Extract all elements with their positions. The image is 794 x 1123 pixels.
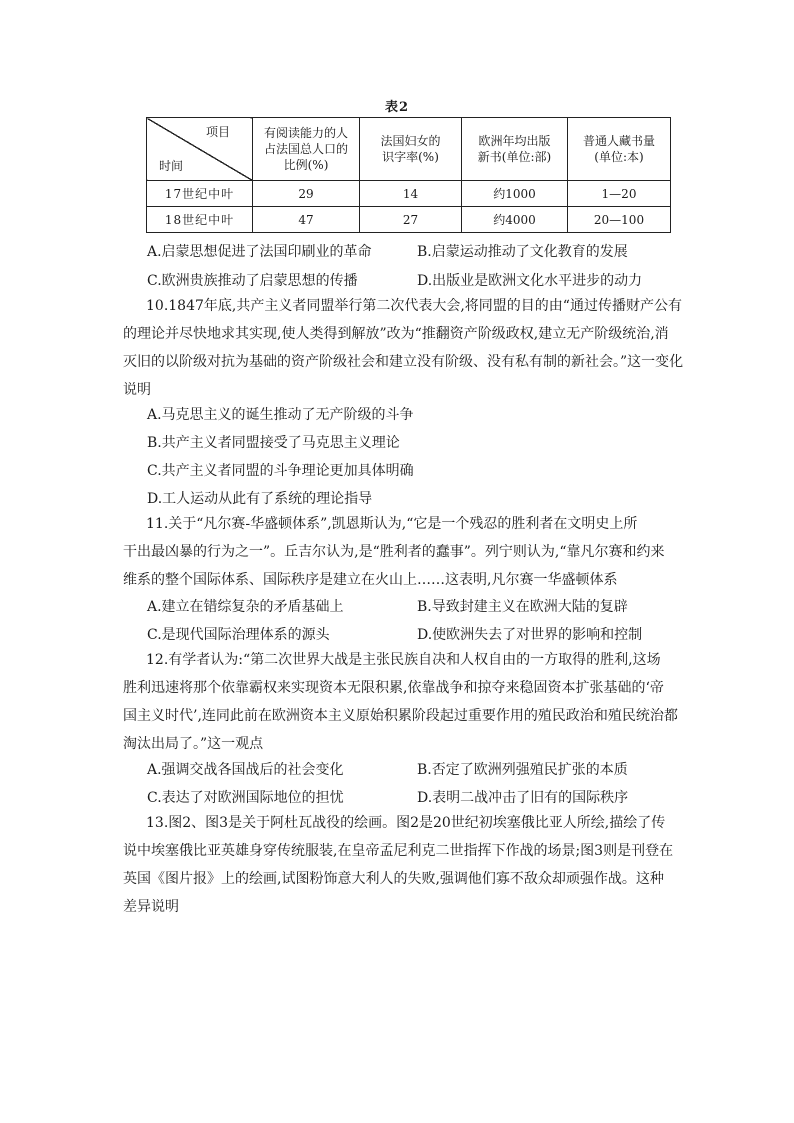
q13-line: 差异说明 bbox=[123, 899, 179, 915]
column-header-readers bbox=[253, 118, 360, 181]
diag-label-item: 项目 bbox=[205, 125, 230, 139]
header-line: 新书(单位:部) bbox=[477, 150, 552, 164]
column-header-book-ownership bbox=[568, 118, 671, 181]
q13-line: 说中埃塞俄比亚英雄身穿传统服装,在皇帝孟尼利克二世指挥下作战的场景;图3则是刊登在 bbox=[123, 843, 674, 859]
q10-option-a[interactable]: A.马克思主义的诞生推动了无产阶级的斗争 bbox=[147, 407, 414, 423]
q9-option-d[interactable]: D.出版业是欧洲文化水平进步的动力 bbox=[417, 273, 643, 289]
q11-options-row-1 bbox=[147, 596, 628, 616]
q12-option-a[interactable]: A.强调交战各国战后的社会变化 bbox=[147, 762, 344, 778]
q12-option-b[interactable]: B.否定了欧洲列强殖民扩张的本质 bbox=[417, 762, 628, 778]
table-caption: 表2 bbox=[384, 100, 410, 115]
q11-option-a[interactable]: A.建立在错综复杂的矛盾基础上 bbox=[147, 599, 344, 615]
table-cell: 20—100 bbox=[568, 207, 671, 233]
q11-line: 干出最凶暴的行为之一”。丘吉尔认为,是“胜利者的蠢事”。列宁则认为,“靠凡尔赛和约来 bbox=[123, 544, 665, 560]
q10-option-c[interactable]: C.共产主义者同盟的斗争理论更加具体明确 bbox=[147, 463, 414, 479]
table-cell: 29 bbox=[253, 181, 360, 207]
q12-line: 胜利迅速将那个依靠霸权来实现资本无限积累,依靠战争和掠夺来稳固资本扩张基础的‘帝 bbox=[123, 680, 664, 696]
table-cell: 47 bbox=[253, 207, 360, 233]
table-row bbox=[147, 181, 671, 207]
column-header-new-books bbox=[462, 118, 568, 181]
q11-options-row-2 bbox=[147, 624, 643, 644]
q9-option-c[interactable]: C.欧洲贵族推动了启蒙思想的传播 bbox=[147, 273, 358, 289]
q10-option-d[interactable]: D.工人运动从此有了系统的理论指导 bbox=[147, 491, 373, 507]
q9-options-row-2 bbox=[147, 270, 643, 290]
q13-line: 英国《图片报》上的绘画,试图粉饰意大利人的失败,强调他们寡不敌众却顽强作战。这种 bbox=[123, 871, 664, 887]
q11-option-c[interactable]: C.是现代国际治理体系的源头 bbox=[147, 627, 330, 643]
table-cell: 1—20 bbox=[568, 181, 671, 207]
q12-line: 国主义时代’,连同此前在欧洲资本主义原始积累阶段起过重要作用的殖民政治和殖民统治都 bbox=[123, 708, 678, 724]
q11-option-d[interactable]: D.使欧洲失去了对世界的影响和控制 bbox=[417, 627, 643, 643]
q12-option-c[interactable]: C.表达了对欧洲国际地位的担忧 bbox=[147, 790, 344, 806]
q12-line: 12.有学者认为:“第二次世界大战是主张民族自决和人权自由的一方取得的胜利,这场 bbox=[146, 652, 661, 668]
header-line: 普通人藏书量 bbox=[582, 134, 655, 148]
header-line: (单位:本) bbox=[594, 150, 644, 164]
q9-option-b[interactable]: B.启蒙运动推动了文化教育的发展 bbox=[417, 244, 628, 260]
q13-stem bbox=[123, 809, 679, 921]
q13-line: 13.图2、图3是关于阿杜瓦战役的绘画。图2是20世纪初埃塞俄比亚人所绘,描绘了传 bbox=[146, 815, 666, 831]
q12-stem bbox=[123, 646, 679, 758]
header-line: 识字率(%) bbox=[382, 150, 439, 164]
q11-line: 维系的整个国际体系、国际秩序是建立在火山上……这表明,凡尔赛一华盛顿体系 bbox=[123, 572, 618, 588]
q12-option-d[interactable]: D.表明二战冲击了旧有的国际秩序 bbox=[417, 790, 629, 806]
table-cell: 约1000 bbox=[462, 181, 568, 207]
data-table bbox=[146, 117, 671, 233]
diag-label-time: 时间 bbox=[159, 159, 184, 173]
q12-line: 淘汰出局了。”这一观点 bbox=[123, 736, 264, 752]
table-cell: 27 bbox=[360, 207, 462, 233]
header-line: 法国妇女的 bbox=[380, 134, 441, 148]
q12-options-row-1 bbox=[147, 759, 628, 779]
q10-line: 灭旧的以阶级对抗为基础的资产阶级社会和建立没有阶级、没有私有制的新社会。”这一变化 bbox=[123, 354, 684, 370]
q11-option-b[interactable]: B.导致封建主义在欧洲大陆的复辟 bbox=[417, 599, 628, 615]
table-row bbox=[147, 207, 671, 233]
q9-option-a[interactable]: A.启蒙思想促进了法国印刷业的革命 bbox=[147, 244, 372, 260]
table-header-row bbox=[147, 118, 671, 181]
q10-stem bbox=[123, 292, 684, 404]
q11-stem bbox=[123, 510, 679, 594]
header-line: 占法国总人口的 bbox=[263, 142, 348, 156]
q10-line: 10.1847年底,共产主义者同盟举行第二次代表大会,将同盟的目的由“通过传播财产公有 bbox=[146, 298, 682, 314]
q10-line: 说明 bbox=[123, 382, 151, 398]
header-line: 比例(%) bbox=[283, 158, 329, 172]
table-cell: 14 bbox=[360, 181, 462, 207]
row-period: 17世纪中叶 bbox=[147, 181, 253, 207]
row-period: 18世纪中叶 bbox=[147, 207, 253, 233]
q9-options-row-1 bbox=[147, 241, 628, 261]
column-header-women-literacy bbox=[360, 118, 462, 181]
diagonal-header-cell bbox=[147, 118, 253, 181]
header-line: 欧洲年均出版 bbox=[478, 134, 551, 148]
header-line: 有阅读能力的人 bbox=[263, 126, 348, 140]
table-cell: 约4000 bbox=[462, 207, 568, 233]
q10-option-b[interactable]: B.共产主义者同盟接受了马克思主义理论 bbox=[147, 435, 400, 451]
q12-options-row-2 bbox=[147, 787, 629, 807]
q11-line: 11.关于“凡尔赛-华盛顿体系”,凯恩斯认为,“它是一个残忍的胜利者在文明史上所 bbox=[146, 516, 638, 532]
q10-line: 的理论并尽快地求其实现,使人类得到解放”改为“推翻资产阶级政权,建立无产阶级统治,消 bbox=[123, 326, 669, 342]
